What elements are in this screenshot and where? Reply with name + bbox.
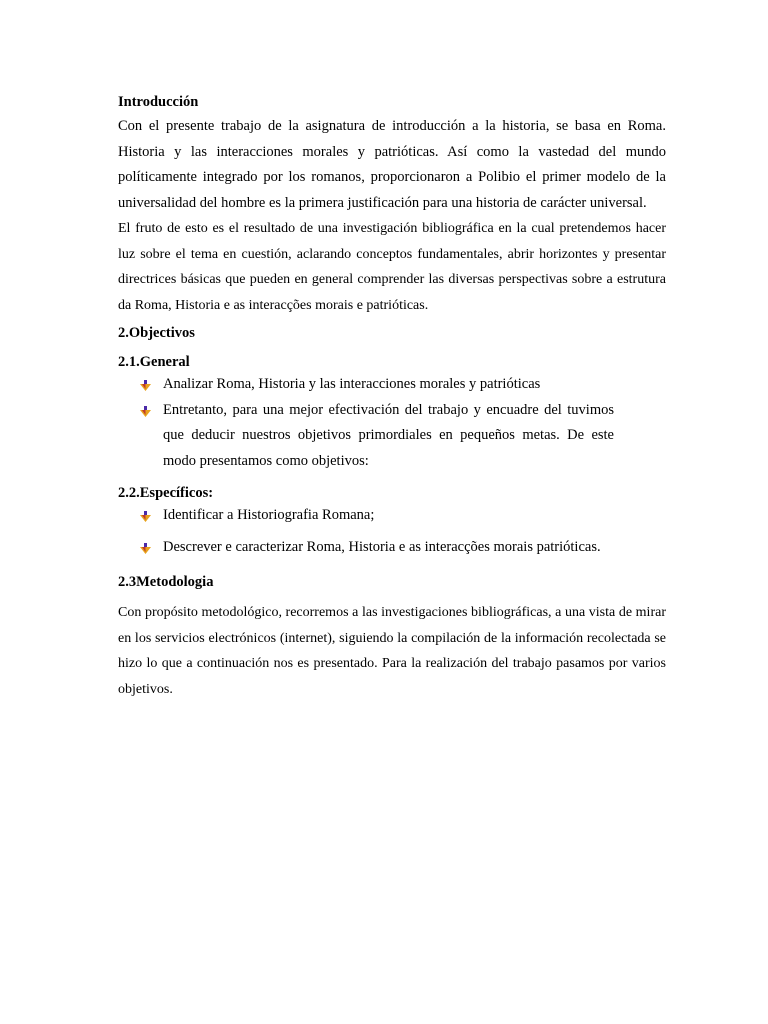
specific-objectives-list: [118, 503, 666, 560]
methodology-heading: 2.3Metodologia: [118, 574, 214, 590]
list-item-text: Identificar a Historiografia Romana;: [163, 507, 375, 523]
objectives-heading: 2.Objectivos: [118, 325, 195, 341]
arrow-bullet-icon: [140, 543, 151, 554]
list-item: [118, 535, 666, 561]
list-item: [118, 398, 614, 475]
introduction-paragraph-1: Con el presente trabajo de la asignatura de introducción a la historia, se basa en Roma. Historia y las interacciones morales y patrióticas. Así como la vastedad del mundo políticamente integrado por los romanos, proporcionaron a Polibio el primer modelo de la universalidad del hombre es la primera justificación para una historia de carácter universal.: [118, 118, 666, 211]
methodology-paragraph: Con propósito metodológico, recorremos a las investigaciones bibliográficas, a una vista de mirar en los servicios electrónicos (internet), siguiendo la compilación de la información recolectada se hizo lo que a continuación nos es presentado. Para la realización del trabajo pasamos por varios objetivos.: [118, 605, 666, 697]
specific-objectives-heading: 2.2.Específicos:: [118, 485, 214, 501]
list-item-text: Entretanto, para una mejor efectivación del trabajo y encuadre del tuvimos que deducir nuestros objetivos primordiales en pequeños metas. De este modo presentamos como objetivos:: [163, 401, 614, 469]
general-objectives-heading: 2.1.General: [118, 354, 190, 370]
introduction-heading: Introducción: [118, 94, 199, 110]
list-item: [118, 372, 614, 398]
general-objectives-list: [118, 372, 614, 474]
arrow-bullet-icon: [140, 511, 151, 522]
list-item-text: Analizar Roma, Historia y las interacciones morales y patrióticas: [163, 376, 541, 392]
document-content: [118, 92, 666, 702]
introduction-paragraph-2: El fruto de esto es el resultado de una investigación bibliográfica en la cual pretendemos hacer luz sobre el tema en cuestión, aclarando conceptos fundamentales, abrir horizontes y presentar directrices básicas que pueden en general comprender las diversas perspectivas sobre a estrutura da Roma, Historia e as interacções morais e patrióticas.: [118, 221, 666, 313]
arrow-bullet-icon: [140, 380, 151, 391]
arrow-bullet-icon: [140, 406, 151, 417]
list-item-text: Descrever e caracterizar Roma, Historia e as interacções morais patrióticas.: [163, 538, 601, 555]
list-item: [118, 503, 666, 529]
